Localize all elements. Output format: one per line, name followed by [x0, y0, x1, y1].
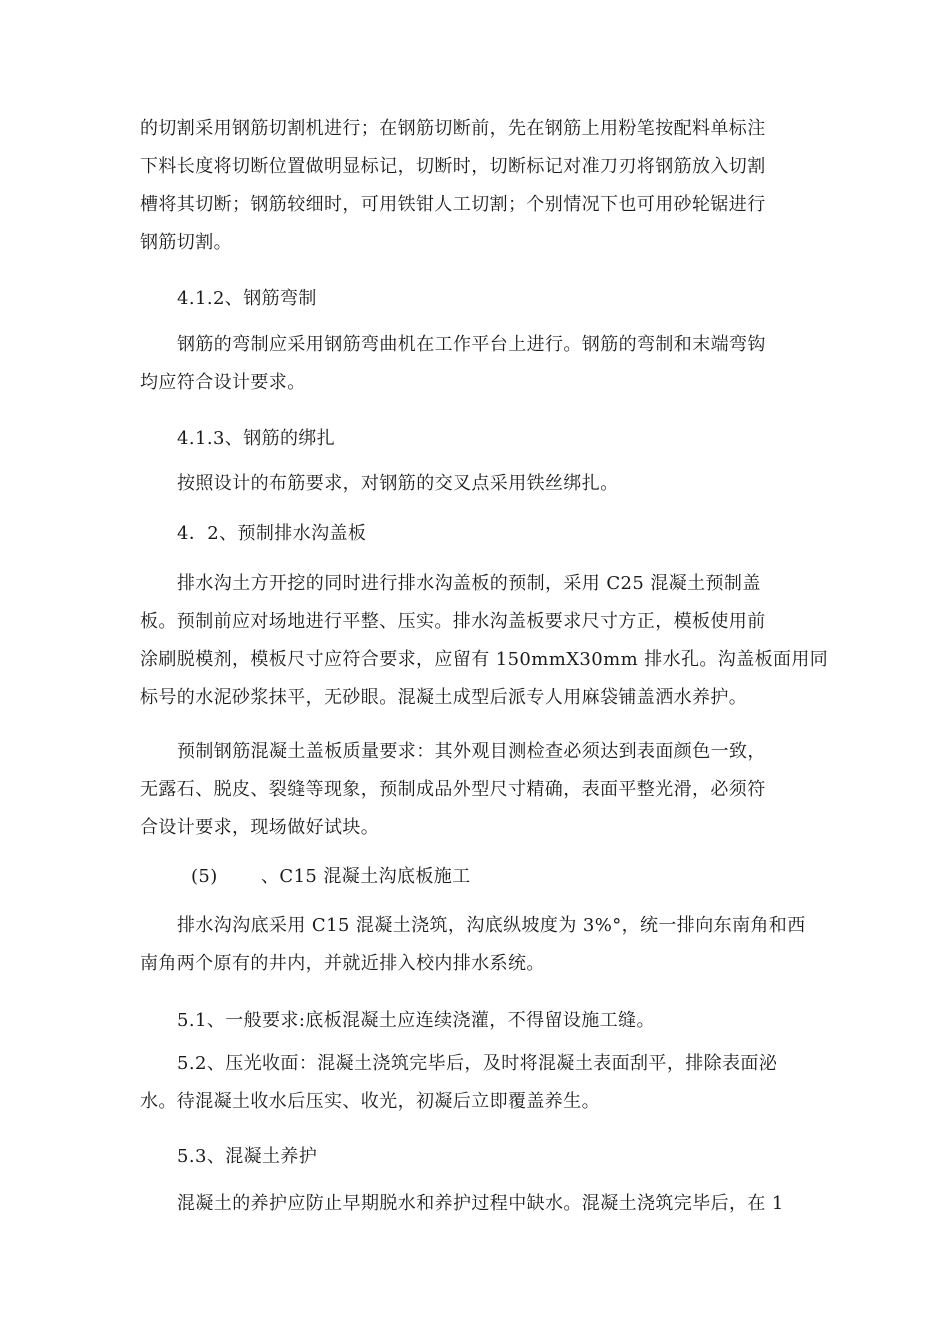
paragraph-surface-finishing — [140, 1045, 820, 1121]
text-line: 排水沟沟底采用 C15 混凝土浇筑，沟底纵坡度为 3%°，统一排向东南角和西 — [177, 915, 806, 936]
text-line: 标号的水泥砂浆抹平，无砂眼。混凝土成型后派专人用麻袋铺盖洒水养护。 — [140, 687, 748, 708]
heading-text: 、C15 混凝土沟底板施工 — [261, 866, 471, 887]
paragraph-quality-requirements — [140, 733, 820, 847]
text-line: 5.1、一般要求:底板混凝土应连续浇灌，不得留设施工缝。 — [177, 1010, 655, 1031]
paragraph-ditch-bottom — [140, 907, 820, 983]
text-line: 水。待混凝土收水后压实、收光，初凝后立即覆盖养生。 — [140, 1091, 600, 1112]
text-line: 均应符合设计要求。 — [140, 372, 306, 393]
text-line: 5.2、压光收面：混凝土浇筑完毕后，及时将混凝土表面刮平，排除表面泌 — [177, 1053, 778, 1074]
paragraph-rebar-bending — [140, 326, 820, 402]
paragraph-general-requirements — [140, 1002, 820, 1040]
text-line: 排水沟土方开挖的同时进行排水沟盖板的预制，采用 C25 混凝土预制盖 — [177, 573, 761, 594]
section-heading-5-3: 5.3、混凝土养护 — [177, 1146, 318, 1167]
text-line: 钢筋的弯制应采用钢筋弯曲机在工作平台上进行。钢筋的弯制和末端弯钩 — [177, 334, 766, 355]
text-line: 预制钢筋混凝土盖板质量要求：其外观目测检查必须达到表面颜色一致， — [177, 741, 766, 762]
section-heading-4-1-2: 4.1.2、钢筋弯制 — [177, 288, 317, 309]
text-line: 板。预制前应对场地进行平整、压实。排水沟盖板要求尺寸方正，模板使用前 — [140, 611, 766, 632]
text-line: 钢筋切割。 — [140, 232, 232, 253]
heading-number: (5) — [191, 866, 218, 887]
text-line: 无露石、脱皮、裂缝等现象，预制成品外型尺寸精确，表面平整光滑，必须符 — [140, 779, 766, 800]
text-line: 合设计要求，现场做好试块。 — [140, 817, 380, 838]
paragraph-concrete-curing — [140, 1185, 820, 1223]
text-line: 南角两个原有的井内，并就近排入校内排水系统。 — [140, 953, 545, 974]
text-line: 的切割采用钢筋切割机进行；在钢筋切断前，先在钢筋上用粉笔按配料单标注 — [140, 118, 766, 139]
text-line: 下料长度将切断位置做明显标记，切断时，切断标记对准刀刃将钢筋放入切割 — [140, 156, 766, 177]
section-heading-4-2: 4．2、预制排水沟盖板 — [177, 523, 367, 544]
text-line: 涂刷脱模剂，模板尺寸应符合要求，应留有 150mmX30mm 排水孔。沟盖板面用同 — [140, 649, 829, 670]
paragraph-rebar-binding — [140, 465, 820, 503]
text-line: 混凝土的养护应防止早期脱水和养护过程中缺水。混凝土浇筑完毕后，在 1 — [177, 1193, 784, 1214]
section-heading-5 — [177, 858, 471, 896]
paragraph-cover-plate-precast — [140, 565, 829, 717]
text-line: 按照设计的布筋要求，对钢筋的交叉点采用铁丝绑扎。 — [177, 473, 619, 494]
paragraph-rebar-cutting — [140, 110, 820, 262]
text-line: 槽将其切断；钢筋较细时，可用铁钳人工切割；个别情况下也可用砂轮锯进行 — [140, 194, 766, 215]
section-heading-4-1-3: 4.1.3、钢筋的绑扎 — [177, 428, 336, 449]
